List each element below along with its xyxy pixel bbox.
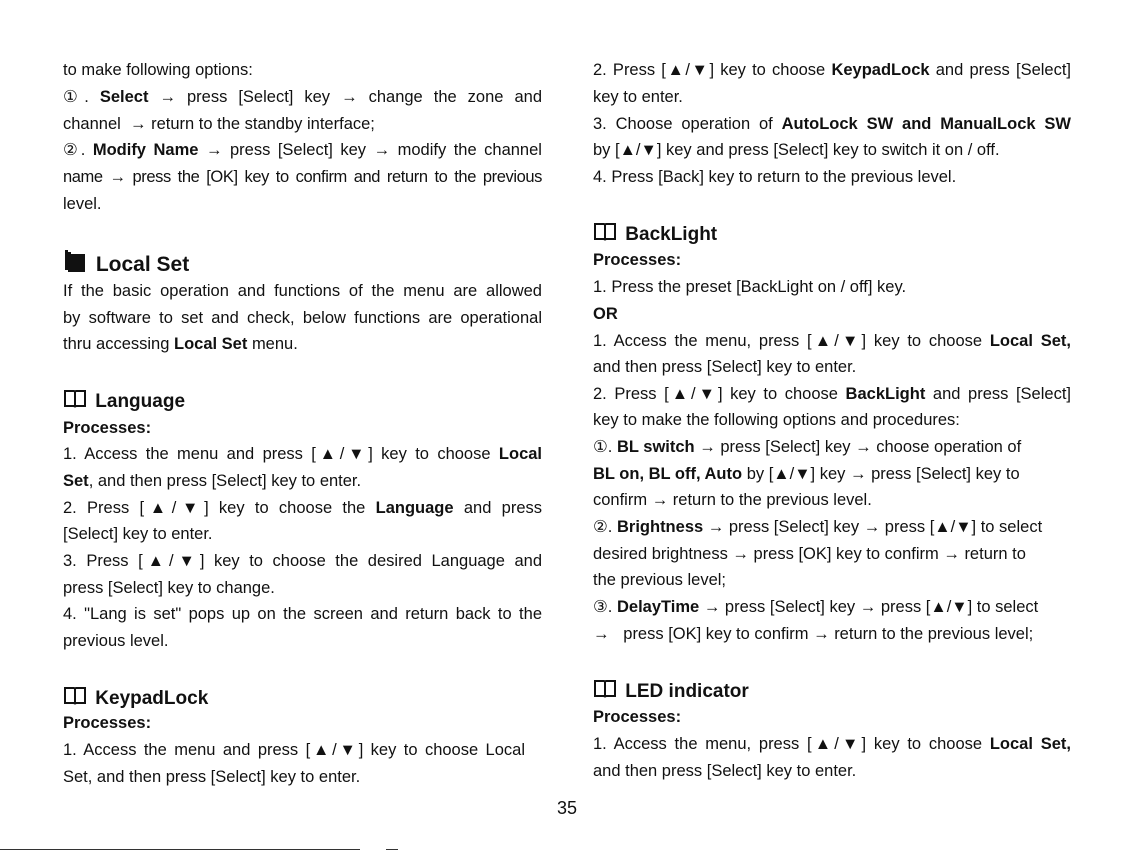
text: press [Select] key to change. bbox=[63, 579, 275, 597]
step-line bbox=[593, 167, 956, 187]
step-line bbox=[593, 140, 1000, 160]
option-title: Brightness bbox=[616, 518, 704, 536]
option-number: ①. bbox=[593, 438, 613, 456]
text: 2. Press [▲/▼] key to choose the bbox=[63, 499, 366, 517]
text: confirm bbox=[593, 491, 648, 509]
text: Processes: bbox=[63, 419, 152, 437]
bold-term: Set bbox=[63, 472, 89, 490]
option-title: Select bbox=[99, 88, 149, 106]
open-book-icon bbox=[593, 677, 617, 699]
arrow-icon: → bbox=[859, 598, 877, 616]
text-line bbox=[593, 570, 726, 590]
text-line bbox=[593, 490, 872, 510]
text: press [Select] key bbox=[186, 88, 331, 106]
text: 1. Access the menu and press [▲/▼] key to choose Local bbox=[63, 741, 525, 759]
text: 4. "Lang is set" pops up on the screen and return back to the bbox=[63, 605, 542, 623]
text: name bbox=[63, 168, 103, 186]
text: return to the previous level. bbox=[672, 491, 872, 509]
step-line bbox=[593, 734, 1071, 754]
heading-text: BackLight bbox=[625, 224, 718, 245]
section-heading-keypadlock bbox=[63, 684, 208, 711]
text: key to enter. bbox=[593, 88, 683, 106]
text: press the [OK] key to confirm and return to the previous bbox=[132, 168, 542, 186]
text: return to the previous level; bbox=[834, 625, 1034, 643]
text: modify the channel bbox=[397, 141, 542, 159]
text-line bbox=[63, 114, 375, 134]
step-line bbox=[63, 740, 525, 760]
text-line bbox=[593, 464, 1020, 484]
step-line bbox=[63, 767, 360, 787]
bold-term: AutoLock SW and ManualLock SW bbox=[781, 115, 1071, 133]
arrow-icon: → bbox=[849, 465, 867, 483]
processes-label bbox=[593, 250, 681, 270]
text: level. bbox=[63, 195, 102, 213]
step-line bbox=[593, 60, 1071, 80]
arrow-icon: → bbox=[703, 598, 721, 616]
text: Processes: bbox=[63, 714, 152, 732]
text: and press [Select] bbox=[935, 61, 1072, 79]
text: 1. Access the menu and press [▲/▼] key to choose bbox=[63, 445, 491, 463]
text: 3. Choose operation of bbox=[593, 115, 773, 133]
bold-term: Local Set bbox=[173, 335, 248, 353]
step-line bbox=[593, 331, 1071, 351]
option-bl-switch bbox=[593, 437, 1021, 457]
arrow-icon: → bbox=[593, 625, 610, 643]
or-label bbox=[593, 304, 618, 324]
text: the previous level; bbox=[593, 571, 726, 589]
arrow-icon: → bbox=[373, 141, 391, 159]
processes-label bbox=[63, 713, 151, 733]
step-line bbox=[593, 384, 1071, 404]
step-line bbox=[63, 498, 542, 518]
text-line bbox=[63, 308, 542, 328]
text-line bbox=[593, 544, 1026, 564]
text: to make following options: bbox=[63, 61, 253, 79]
step-line bbox=[593, 761, 856, 781]
text-line bbox=[63, 194, 102, 214]
text-line bbox=[593, 624, 1033, 644]
text: change the zone and bbox=[368, 88, 542, 106]
heading-text: Language bbox=[95, 391, 186, 412]
text: press [Select] key to bbox=[871, 465, 1020, 483]
section-heading-backlight bbox=[593, 220, 717, 247]
section-heading-led-indicator bbox=[593, 677, 749, 704]
text: key to make the following options and procedures: bbox=[593, 411, 960, 429]
text: return to the standby interface; bbox=[151, 115, 375, 133]
option-brightness bbox=[593, 517, 1042, 537]
text: choose operation of bbox=[876, 438, 1022, 456]
step-line bbox=[63, 444, 542, 464]
text: and then press [Select] key to enter. bbox=[593, 762, 857, 780]
step-line bbox=[593, 357, 856, 377]
text: and press bbox=[463, 499, 542, 517]
arrow-icon: → bbox=[109, 168, 126, 186]
text: 1. Access the menu, press [▲/▼] key to choose bbox=[593, 332, 983, 350]
option-number: ②. bbox=[63, 141, 86, 159]
arrow-icon: → bbox=[129, 115, 147, 133]
text: channel bbox=[63, 115, 121, 133]
option-title: BL switch bbox=[616, 438, 695, 456]
text: press [Select] key bbox=[724, 598, 856, 616]
arrow-icon: → bbox=[863, 518, 881, 536]
text-line bbox=[63, 281, 542, 301]
bold-term: Local Set, bbox=[989, 735, 1071, 753]
option-select bbox=[63, 87, 542, 107]
page-number: 35 bbox=[556, 798, 578, 818]
heading-text: LED indicator bbox=[625, 681, 749, 702]
text: desired brightness bbox=[593, 545, 728, 563]
text: press [▲/▼] to select bbox=[880, 598, 1039, 616]
step-line bbox=[63, 551, 542, 571]
processes-label bbox=[63, 418, 151, 438]
text: , and then press [Select] key to enter. bbox=[88, 472, 362, 490]
step-line bbox=[593, 410, 960, 430]
text: 3. Press [▲/▼] key to choose the desired Language and bbox=[63, 552, 542, 570]
arrow-icon: → bbox=[943, 545, 960, 563]
arrow-icon: → bbox=[205, 141, 223, 159]
book-icon bbox=[63, 249, 87, 273]
step-line bbox=[63, 471, 361, 491]
bold-term: Language bbox=[375, 499, 454, 517]
arrow-icon: → bbox=[813, 625, 830, 643]
arrow-icon: → bbox=[707, 518, 725, 536]
text: 2. Press [▲/▼] key to choose bbox=[593, 61, 826, 79]
option-delaytime bbox=[593, 597, 1038, 617]
text: press [Select] key bbox=[229, 141, 367, 159]
option-title: Modify Name bbox=[92, 141, 199, 159]
text: previous level. bbox=[63, 632, 169, 650]
step-line bbox=[593, 87, 683, 107]
text-line bbox=[63, 334, 298, 354]
bold-term: BackLight bbox=[845, 385, 926, 403]
option-number: ①. bbox=[63, 88, 89, 106]
text: menu. bbox=[251, 335, 298, 353]
text: return to bbox=[964, 545, 1026, 563]
text: [Select] key to enter. bbox=[63, 525, 213, 543]
text: If the basic operation and functions of the menu are allowed bbox=[63, 282, 542, 300]
processes-label bbox=[593, 707, 681, 727]
text: Set, and then press [Select] key to enter. bbox=[63, 768, 361, 786]
section-heading-language bbox=[63, 387, 185, 414]
text: thru accessing bbox=[63, 335, 170, 353]
step-line bbox=[593, 114, 1071, 134]
option-number: ②. bbox=[593, 518, 613, 536]
arrow-icon: → bbox=[855, 438, 872, 456]
heading-text: KeypadLock bbox=[95, 688, 209, 709]
text-line bbox=[63, 60, 253, 80]
text: press [Select] key bbox=[720, 438, 851, 456]
text: by [▲/▼] key and press [Select] key to switch it on / off. bbox=[593, 141, 1000, 159]
bold-term: Local bbox=[498, 445, 543, 463]
section-heading-local-set bbox=[63, 249, 189, 278]
bold-term: KeypadLock bbox=[831, 61, 930, 79]
text: OR bbox=[593, 305, 618, 323]
step-line bbox=[63, 524, 213, 544]
text: press [Select] key bbox=[728, 518, 860, 536]
arrow-icon: → bbox=[341, 88, 358, 106]
option-modify-name bbox=[63, 140, 542, 160]
text-line bbox=[63, 167, 542, 187]
text: Processes: bbox=[593, 708, 682, 726]
arrow-icon: → bbox=[732, 545, 749, 563]
arrow-icon: → bbox=[699, 438, 716, 456]
arrow-icon: → bbox=[651, 491, 669, 509]
arrow-icon: → bbox=[159, 88, 176, 106]
text: 1. Access the menu, press [▲/▼] key to choose bbox=[593, 735, 983, 753]
text: by software to set and check, below functions are operational bbox=[63, 309, 542, 327]
open-book-icon bbox=[593, 220, 617, 242]
text: and then press [Select] key to enter. bbox=[593, 358, 857, 376]
option-title: DelayTime bbox=[616, 598, 700, 616]
text: 1. Press the preset [BackLight on / off] key. bbox=[593, 278, 907, 296]
step-line bbox=[63, 631, 168, 651]
option-number: ③. bbox=[593, 598, 613, 616]
open-book-icon bbox=[63, 684, 87, 706]
bold-term: BL on, BL off, Auto bbox=[593, 465, 743, 483]
text: Processes: bbox=[593, 251, 682, 269]
step-line bbox=[593, 277, 906, 297]
step-line bbox=[63, 578, 275, 598]
open-book-icon bbox=[63, 387, 87, 409]
text: press [OK] key to confirm bbox=[753, 545, 939, 563]
text: press [▲/▼] to select bbox=[884, 518, 1043, 536]
text: 4. Press [Back] key to return to the previous level. bbox=[593, 168, 957, 186]
step-line bbox=[63, 604, 542, 624]
text: and press [Select] bbox=[932, 385, 1071, 403]
text: by [▲/▼] key bbox=[746, 465, 846, 483]
text: press [OK] key to confirm bbox=[623, 625, 809, 643]
text: 2. Press [▲/▼] key to choose bbox=[593, 385, 838, 403]
bold-term: Local Set, bbox=[989, 332, 1071, 350]
heading-text: Local Set bbox=[95, 253, 190, 276]
